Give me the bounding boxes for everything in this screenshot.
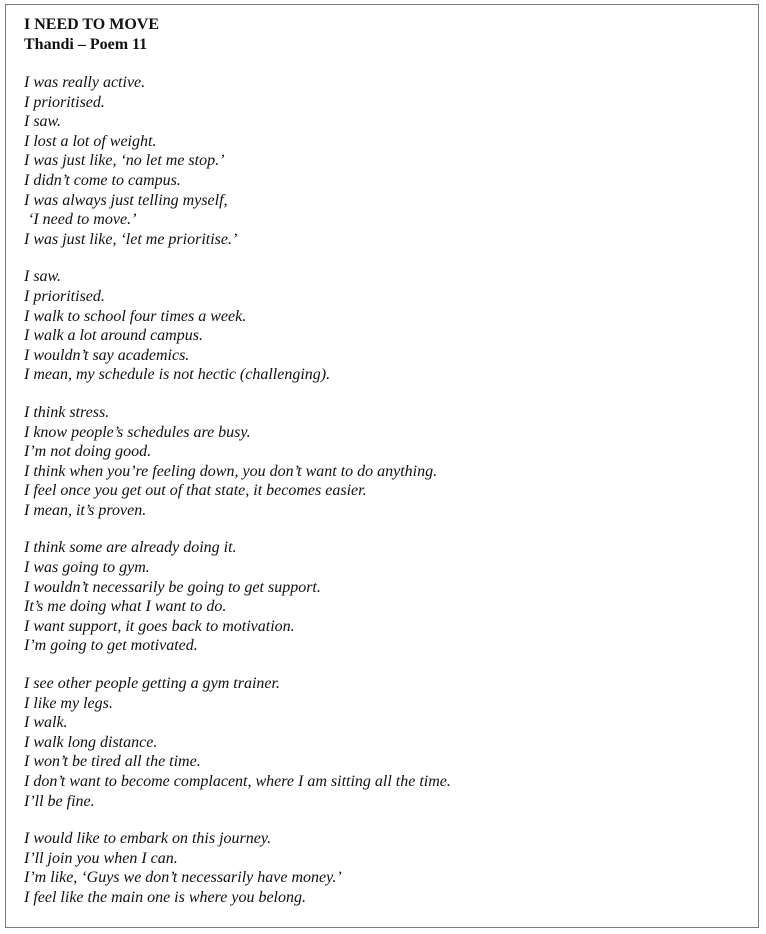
poem-line: I see other people getting a gym trainer. <box>24 675 280 693</box>
stanza-4 <box>24 538 754 656</box>
poem-line: I prioritised. <box>24 93 105 111</box>
poem-line: I was really active. <box>24 74 146 91</box>
poem-line: I mean, it’s proven. <box>24 501 147 519</box>
poem-line: It’s me doing what I want to do. <box>24 598 227 616</box>
poem-line: I think some are already doing it. <box>24 539 237 557</box>
poem-line: I was just like, ‘no let me stop.’ <box>24 152 225 170</box>
poem-line: I like my legs. <box>24 694 113 712</box>
poem-line: I walk to school four times a week. <box>24 307 247 325</box>
poem-line: I walk long distance. <box>24 733 158 751</box>
poem-stanzas <box>24 73 754 908</box>
stanza-6 <box>24 829 754 907</box>
poem-line: I don’t want to become complacent, where I am sitting all the time. <box>24 773 451 790</box>
poem-title: I NEED TO MOVE <box>24 16 159 33</box>
poem-line: I saw. <box>24 268 62 286</box>
poem-line: I know people’s schedules are busy. <box>24 423 251 441</box>
poem-line: I think when you’re feeling down, you don’t want to do anything. <box>24 462 438 480</box>
stanza-1 <box>24 73 754 249</box>
stanza-5 <box>24 674 754 811</box>
poem-line: I was just like, ‘let me prioritise.’ <box>24 230 238 248</box>
poem-line: I walk. <box>24 714 68 732</box>
poem-line: I mean, my schedule is not hectic (challenging). <box>24 366 331 384</box>
poem-line: I won’t be tired all the time. <box>24 753 201 771</box>
poem-line: I didn’t come to campus. <box>24 171 181 189</box>
document-frame <box>5 4 759 928</box>
poem-line: I wouldn’t necessarily be going to get support. <box>24 578 321 596</box>
poem-line: I was going to gym. <box>24 559 150 577</box>
poem-line: I would like to embark on this journey. <box>24 830 272 848</box>
poem-line: I’m not doing good. <box>24 443 152 461</box>
poem-line: I lost a lot of weight. <box>24 132 157 150</box>
stanza-3 <box>24 403 754 521</box>
poem-line: I walk a lot around campus. <box>24 327 203 345</box>
poem-line: I saw. <box>24 113 62 131</box>
poem-line: I think stress. <box>24 403 110 421</box>
poem-line: ‘I need to move.’ <box>24 211 137 229</box>
poem-line: I prioritised. <box>24 287 105 305</box>
poem-subtitle: Thandi – Poem 11 <box>24 36 148 53</box>
poem-line: I’m going to get motivated. <box>24 637 198 655</box>
poem-line: I feel like the main one is where you belong. <box>24 888 306 906</box>
poem-line: I want support, it goes back to motivation. <box>24 617 295 635</box>
poem-body <box>24 15 754 908</box>
poem-line: I’ll join you when I can. <box>24 849 178 867</box>
poem-line: I’m like, ‘Guys we don’t necessarily have money.’ <box>24 869 342 887</box>
stanza-2 <box>24 267 754 385</box>
poem-line: I’ll be fine. <box>24 792 95 810</box>
poem-line: I wouldn’t say academics. <box>24 346 190 364</box>
poem-line: I feel once you get out of that state, it becomes easier. <box>24 482 367 500</box>
poem-line: I was always just telling myself, <box>24 191 228 209</box>
